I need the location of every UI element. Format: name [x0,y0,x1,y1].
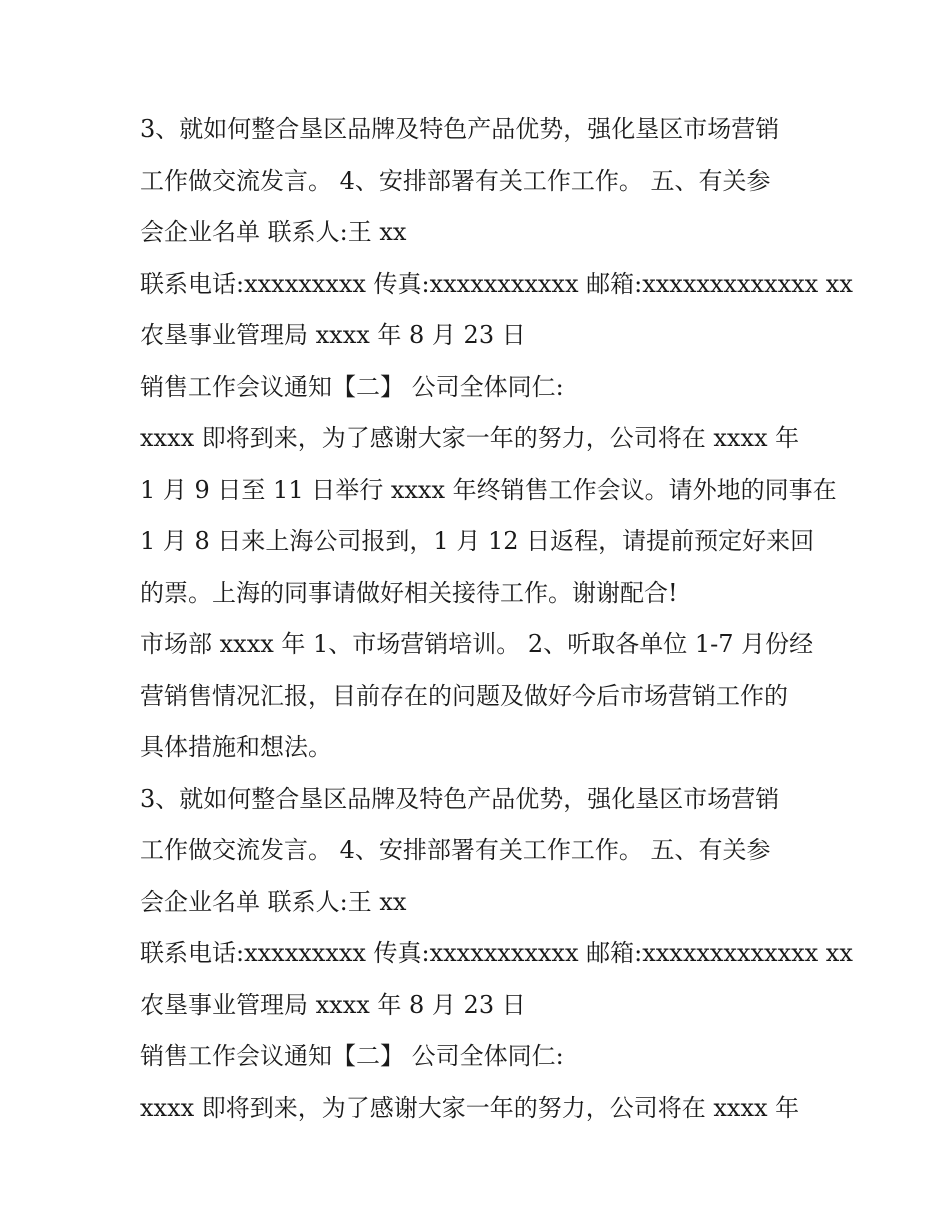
text-line: 3、就如何整合垦区品牌及特色产品优势，强化垦区市场营销 [140,784,780,813]
text-line: 会企业名单 联系人:王 xx [140,218,407,246]
text-line: 销售工作会议通知【二】 公司全体同仁: [140,372,564,401]
text-line: 农垦事业管理局 xxxx 年 8 月 23 日 [140,990,526,1019]
document-body [140,104,853,1134]
text-line: 营销售情况汇报，目前存在的问题及做好今后市场营销工作的 [140,681,788,710]
text-line: 会企业名单 联系人:王 xx [140,887,407,916]
text-line: 销售工作会议通知【二】 公司全体同仁: [140,1042,564,1070]
text-line: xxxx 即将到来，为了感谢大家一年的努力，公司将在 xxxx 年 [140,424,800,452]
text-line: 联系电话:xxxxxxxxx 传真:xxxxxxxxxxx 邮箱:xxxxxxxxxxxxx xx [140,939,853,967]
text-line: xxxx 即将到来，为了感谢大家一年的努力，公司将在 xxxx 年 [140,1093,800,1122]
text-line: 3、就如何整合垦区品牌及特色产品优势，强化垦区市场营销 [140,115,780,143]
text-line: 工作做交流发言。 4、安排部署有关工作工作。 五、有关参 [140,166,771,195]
text-line: 联系电话:xxxxxxxxx 传真:xxxxxxxxxxx 邮箱:xxxxxxxxxxxxx xx [140,269,853,298]
text-line: 农垦事业管理局 xxxx 年 8 月 23 日 [140,321,526,349]
text-line: 具体措施和想法。 [140,733,332,761]
text-line: 市场部 xxxx 年 1、市场营销培训。 2、听取各单位 1-7 月份经 [140,630,814,658]
text-line: 工作做交流发言。 4、安排部署有关工作工作。 五、有关参 [140,836,771,864]
text-line: 1 月 9 日至 11 日举行 xxxx 年终销售工作会议。请外地的同事在 [140,475,837,504]
text-line: 1 月 8 日来上海公司报到，1 月 12 日返程，请提前预定好来回 [140,527,815,555]
text-line: 的票。上海的同事请做好相关接待工作。谢谢配合! [140,578,678,607]
